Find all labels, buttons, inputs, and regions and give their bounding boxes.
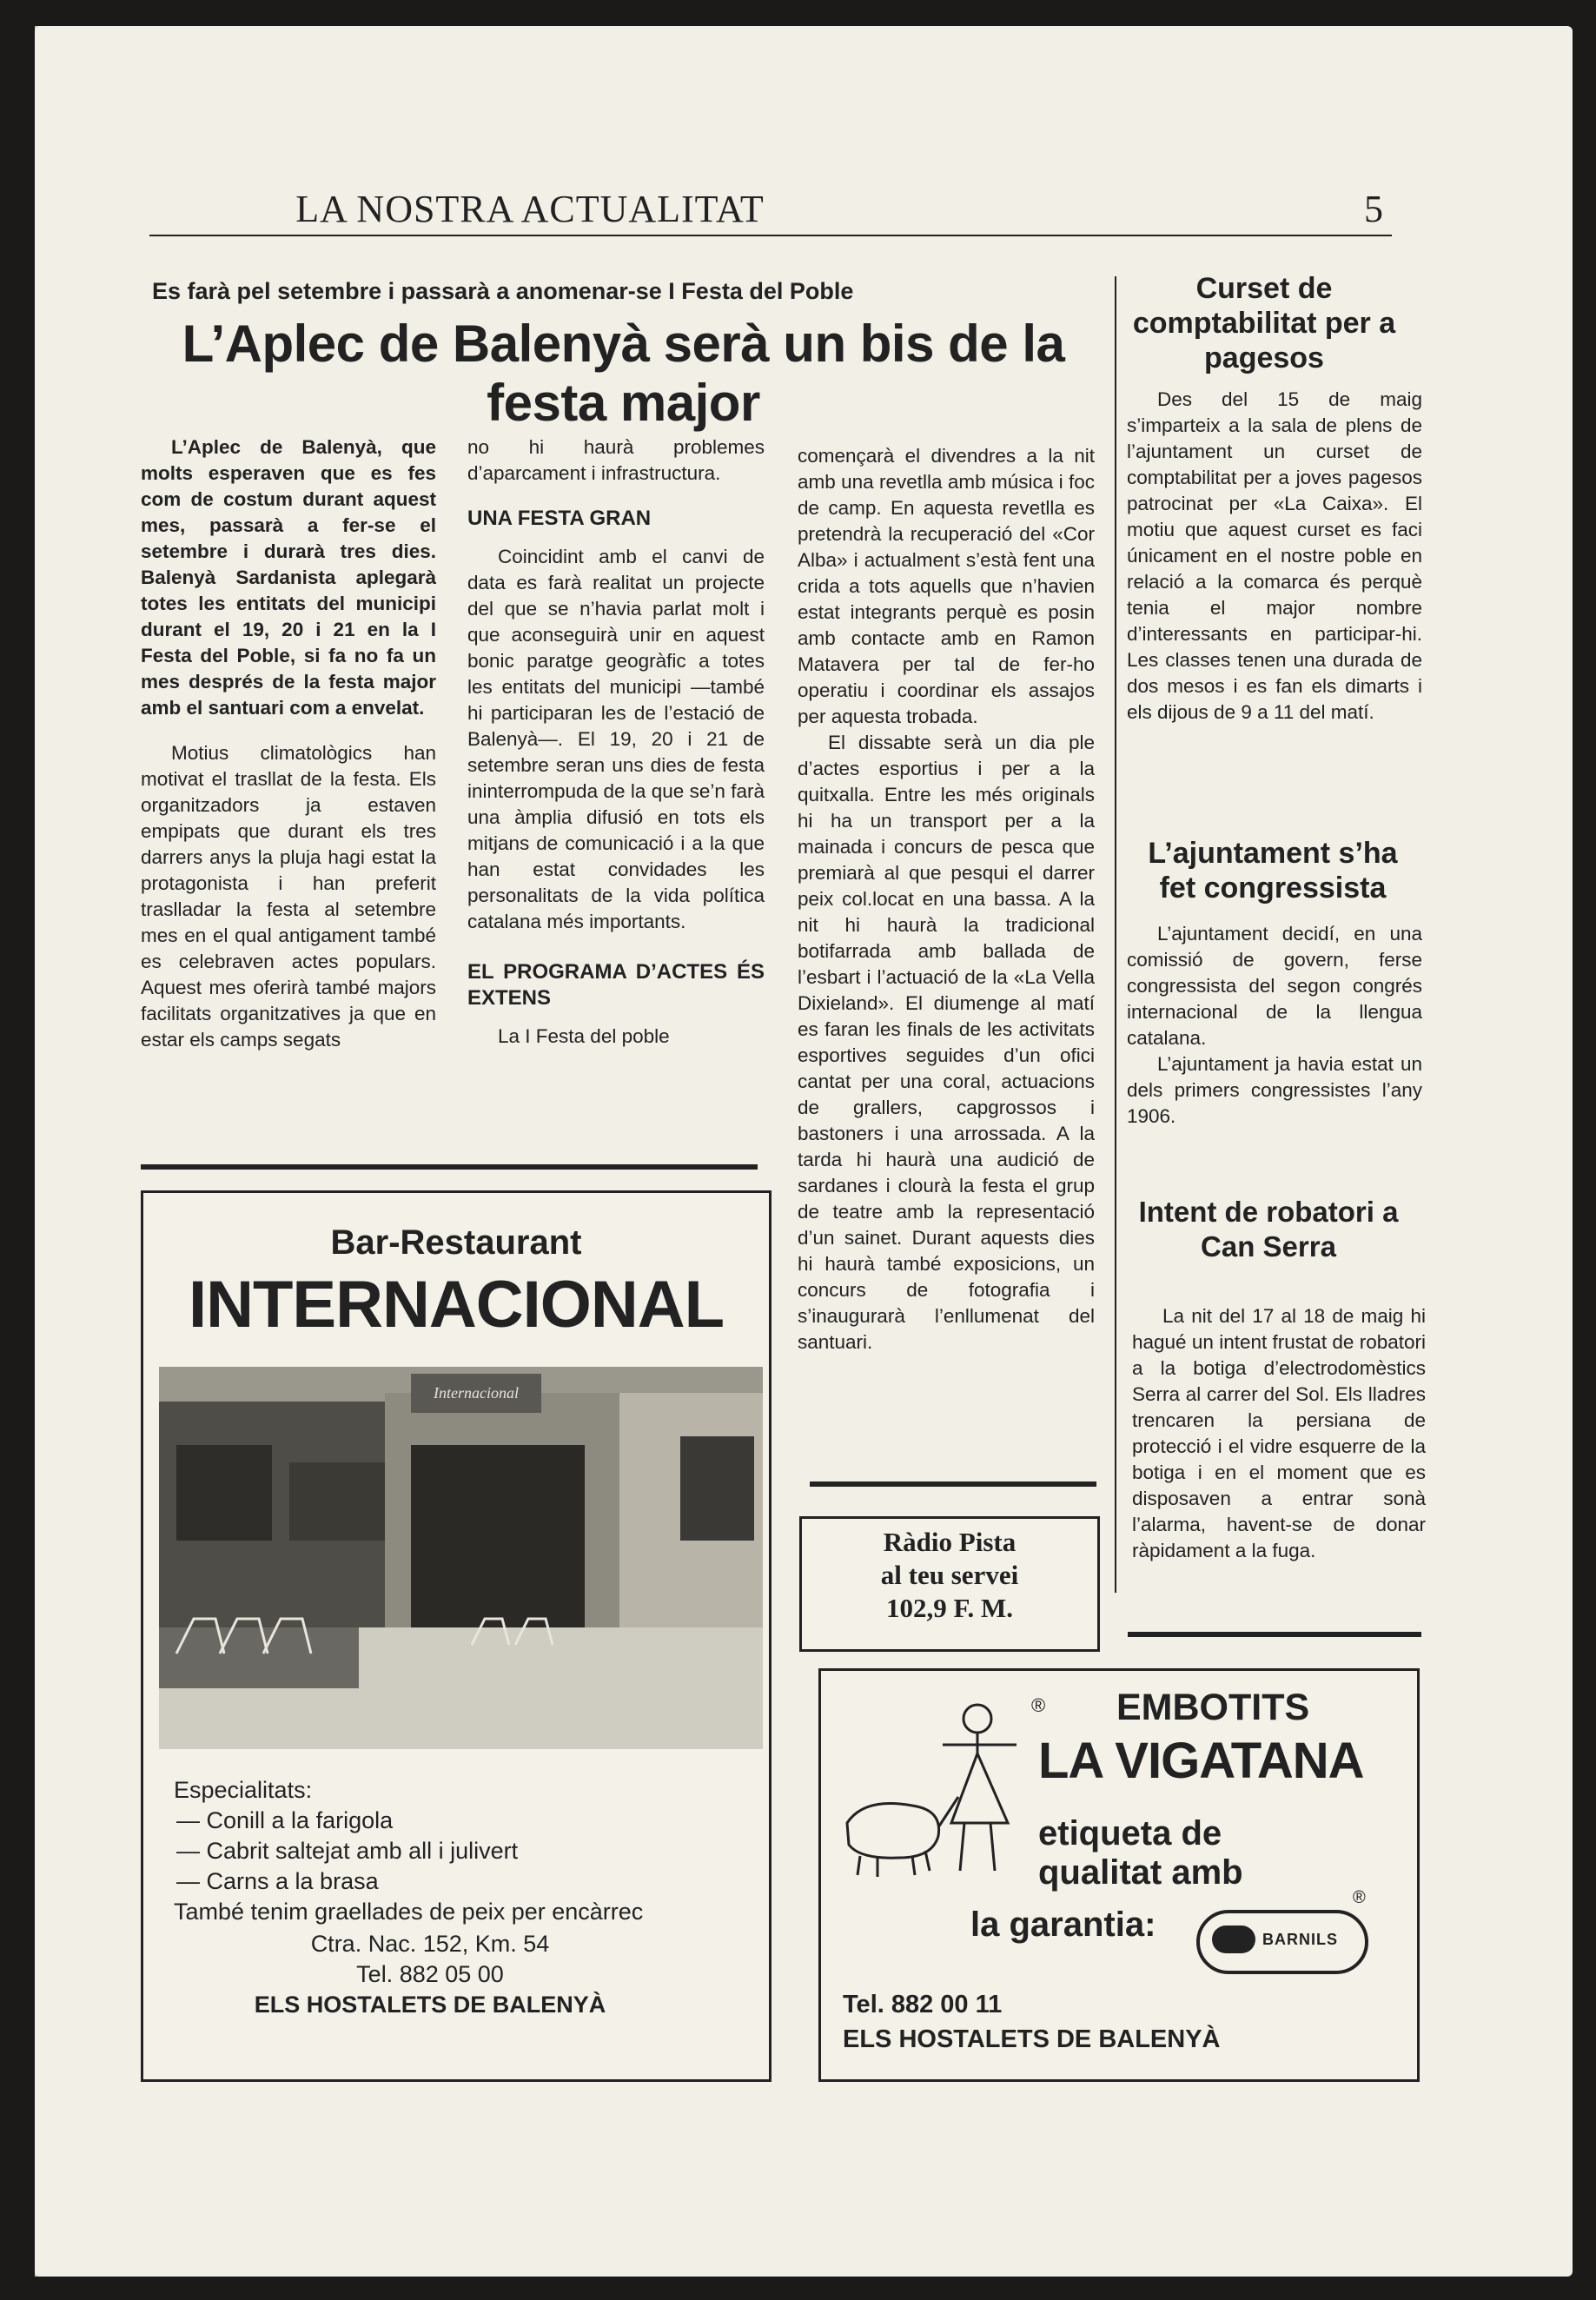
section-rule [810,1481,1096,1487]
restaurant-phone: Tel. 882 05 00 [356,1961,504,1987]
embotits-slogan: la garantia: [970,1906,1156,1944]
restaurant-town: ELS HOSTALETS DE BALENYÀ [254,1992,606,2018]
sidebar-paragraph: Des del 15 de maig s’imparteix a la sala de plens de l’ajuntament un curset de comptabilitat per a joves pagesos patrocinat per «La Caixa». El motiu que aquest curset es faci únicament en el nostre poble en relació a la comarca és perquè tenia el major nombre d’interessants en participar-hi. Les classes tenen una durada de dos mesos i es fan els dimarts i els dijous de 9 a 11 del matí. [1127,388,1422,723]
sidebar-paragraph: L’ajuntament ja havia estat un dels primers congressistes l’any 1906. [1127,1053,1422,1127]
article-paragraph: Coincidint amb el canvi de data es farà realitat un projecte del que se n’havia parlat molt i que aconseguirà unir en aquest bonic paratge geogràfic a totes les entitats del municipi —també hi participaran les de l’estació de Balenyà—. El 19, 20 i 21 de setembre seran uns dies de festa ininterrompuda de la que se’n farà una àmplia difusió en tots els mitjans de comunicació i a la que han estat convidades les personalitats de la vida política catalana més importants. [467,546,765,932]
section-rule [1128,1632,1421,1637]
registered-mark: ® [1031,1694,1046,1716]
grill-note: També tenim graellades de peix per encàrrec [174,1899,644,1925]
article-kicker: Es farà pel setembre i passarà a anomenar-se I Festa del Poble [152,278,854,304]
pig-body [847,1804,939,1859]
embotits-label: EMBOTITS [1116,1687,1310,1728]
specialty-item: — Carns a la brasa [176,1868,379,1894]
article-paragraph: no hi haurà problemes d’aparcament i infrastructura. [467,436,765,484]
radio-tagline: al teu servei [880,1560,1019,1590]
specialty-item: — Cabrit saltejat amb all i julivert [176,1838,519,1864]
specialties-label: Especialitats: [174,1777,313,1803]
logo-illustration [830,1693,1047,1901]
section-header: LA NOSTRA ACTUALITAT [295,188,765,230]
restaurant-address: Ctra. Nac. 152, Km. 54 [310,1931,550,1957]
restaurant-photo [159,1367,763,1749]
restaurant-details [174,1775,756,2020]
embotits-town: ELS HOSTALETS DE BALENYÀ [843,2025,1221,2053]
radio-name: Ràdio Pista [883,1527,1017,1557]
sidebar-paragraph: La nit del 17 al 18 de maig hi hagué un intent frustat de robatori a la botiga d’electrodomèstics Serra al carrer del Sol. Els lladres trencaren la persiana de protecció i el vidre esquerre de la botiga i en el moment que es disposaven a entrar sonà l’alarma, havent-se de donar ràpidament a la fuga. [1132,1305,1426,1561]
barnils-pig-icon [1212,1926,1255,1953]
page-number: 5 [1364,188,1383,230]
article-paragraph: El dissabte serà un dia ple d’actes esportius i per a la quitxalla. Entre les més originals hi ha un transport per a la mainada i concurs de pesca que premiarà al que pesqui el darrer peix col.locat en una bassa. A la nit hi haurà la tradicional botifarrada amb ballada de l’esbart i l’actuació de la «La Vella Dixieland». El diumenge al matí es faran les finals de les activitats esportives seguides d’un ofici cantat per una coral, actuacions de grallers, capgrossos i bastoners i una arrossada. A la tarda hi haurà una audició de sardanes i clourà la festa el grup de teatre amb la representació d’un sainet. Durant aquests dies hi haurà també exposicions, un concurs de fotografia i s’inaugurarà l’enllumenat del santuari. [798,732,1095,1353]
barnils-brand: BARNILS [1262,1931,1338,1948]
article-subhead: EL PROGRAMA D’ACTES ÉS EXTENS [467,960,765,1010]
section-rule [141,1164,758,1170]
restaurant-sign: Internacional [434,1384,519,1402]
embotits-slogan: etiqueta de [1038,1814,1222,1853]
article-lead: L’Aplec de Balenyà, que molts esperaven que es fes com de costum durant aquest mes, passarà a fer-se el setembre i durarà tres dies. Balenyà Sardanista aplegarà totes les entitats del municipi durant el 19, 20 i 21 en la I Festa del Poble, si fa no fa un mes després de la festa major amb el santuari com a envelat. [141,436,436,719]
sidebar-divider [1115,276,1116,1593]
restaurant-ad-label: Bar-Restaurant [330,1223,582,1262]
registered-mark: ® [1353,1888,1366,1907]
embotits-slogan: qualitat amb [1038,1853,1243,1892]
article-column-2 [467,434,765,1050]
specialty-item: — Conill a la farigola [176,1807,394,1833]
embotits-ad [818,1668,1420,2082]
sidebar-article-body [1127,921,1422,1130]
article-subhead: UNA FESTA GRAN [467,507,652,530]
article-paragraph: començarà el divendres a la nit amb una revetlla amb música i foc de camp. En aquesta revetlla es pretendrà la recuperació del «Cor Alba» i actualment s’està fent una crida a tots aquells que n’havien estat integrants perquè es posin amb contacte amb en Ramon Matavera per tal de fer-ho operatiu i coordinar els assajos per aquesta trobada. [798,445,1095,727]
barnils-logo [1196,1910,1368,1974]
figure-legs [960,1823,995,1871]
restaurant-name: INTERNACIONAL [188,1268,725,1342]
restaurant-photo-image [159,1367,763,1749]
header-rule [149,235,1392,236]
sidebar-paragraph: L’ajuntament decidí, en una comissió de govern, ferse congressista del segon congrés internacional de la llengua catalana. [1127,923,1422,1049]
article-headline: L’Aplec de Balenyà serà un bis de la festa major [182,315,1065,432]
sidebar-article-title: L’ajuntament s’ha fet congressista [1148,837,1398,905]
sidebar-article-title: Curset de comptabilitat per a pagesos [1132,272,1396,374]
article-column-1 [141,434,436,1053]
figure-body [943,1733,1017,1823]
sidebar-article-body [1132,1303,1426,1564]
article-paragraph: La I Festa del poble [498,1025,670,1047]
restaurant-ad [141,1190,772,2082]
figure-head [964,1705,991,1733]
article-paragraph: Motius climatològics han motivat el trasllat de la festa. Els organitzadors ja estaven empipats que durant els tres darrers anys la pluja hagi estat la protagonista i han preferit traslladar la festa al setembre mes en el qual antigament també es celebraven actes populars. Aquest mes oferirà també majors facilitats organitzatives ja que en estar els camps segats [141,742,436,1051]
article-column-3 [798,443,1095,1355]
radio-frequency: 102,9 F. M. [885,1593,1014,1623]
embotits-brand: LA VIGATANA [1038,1733,1364,1789]
sidebar-article-title: Intent de robatori a Can Serra [1138,1196,1399,1263]
radio-ad [799,1516,1100,1652]
embotits-phone: Tel. 882 00 11 [843,1991,1003,2018]
sidebar-article-body [1127,387,1422,726]
